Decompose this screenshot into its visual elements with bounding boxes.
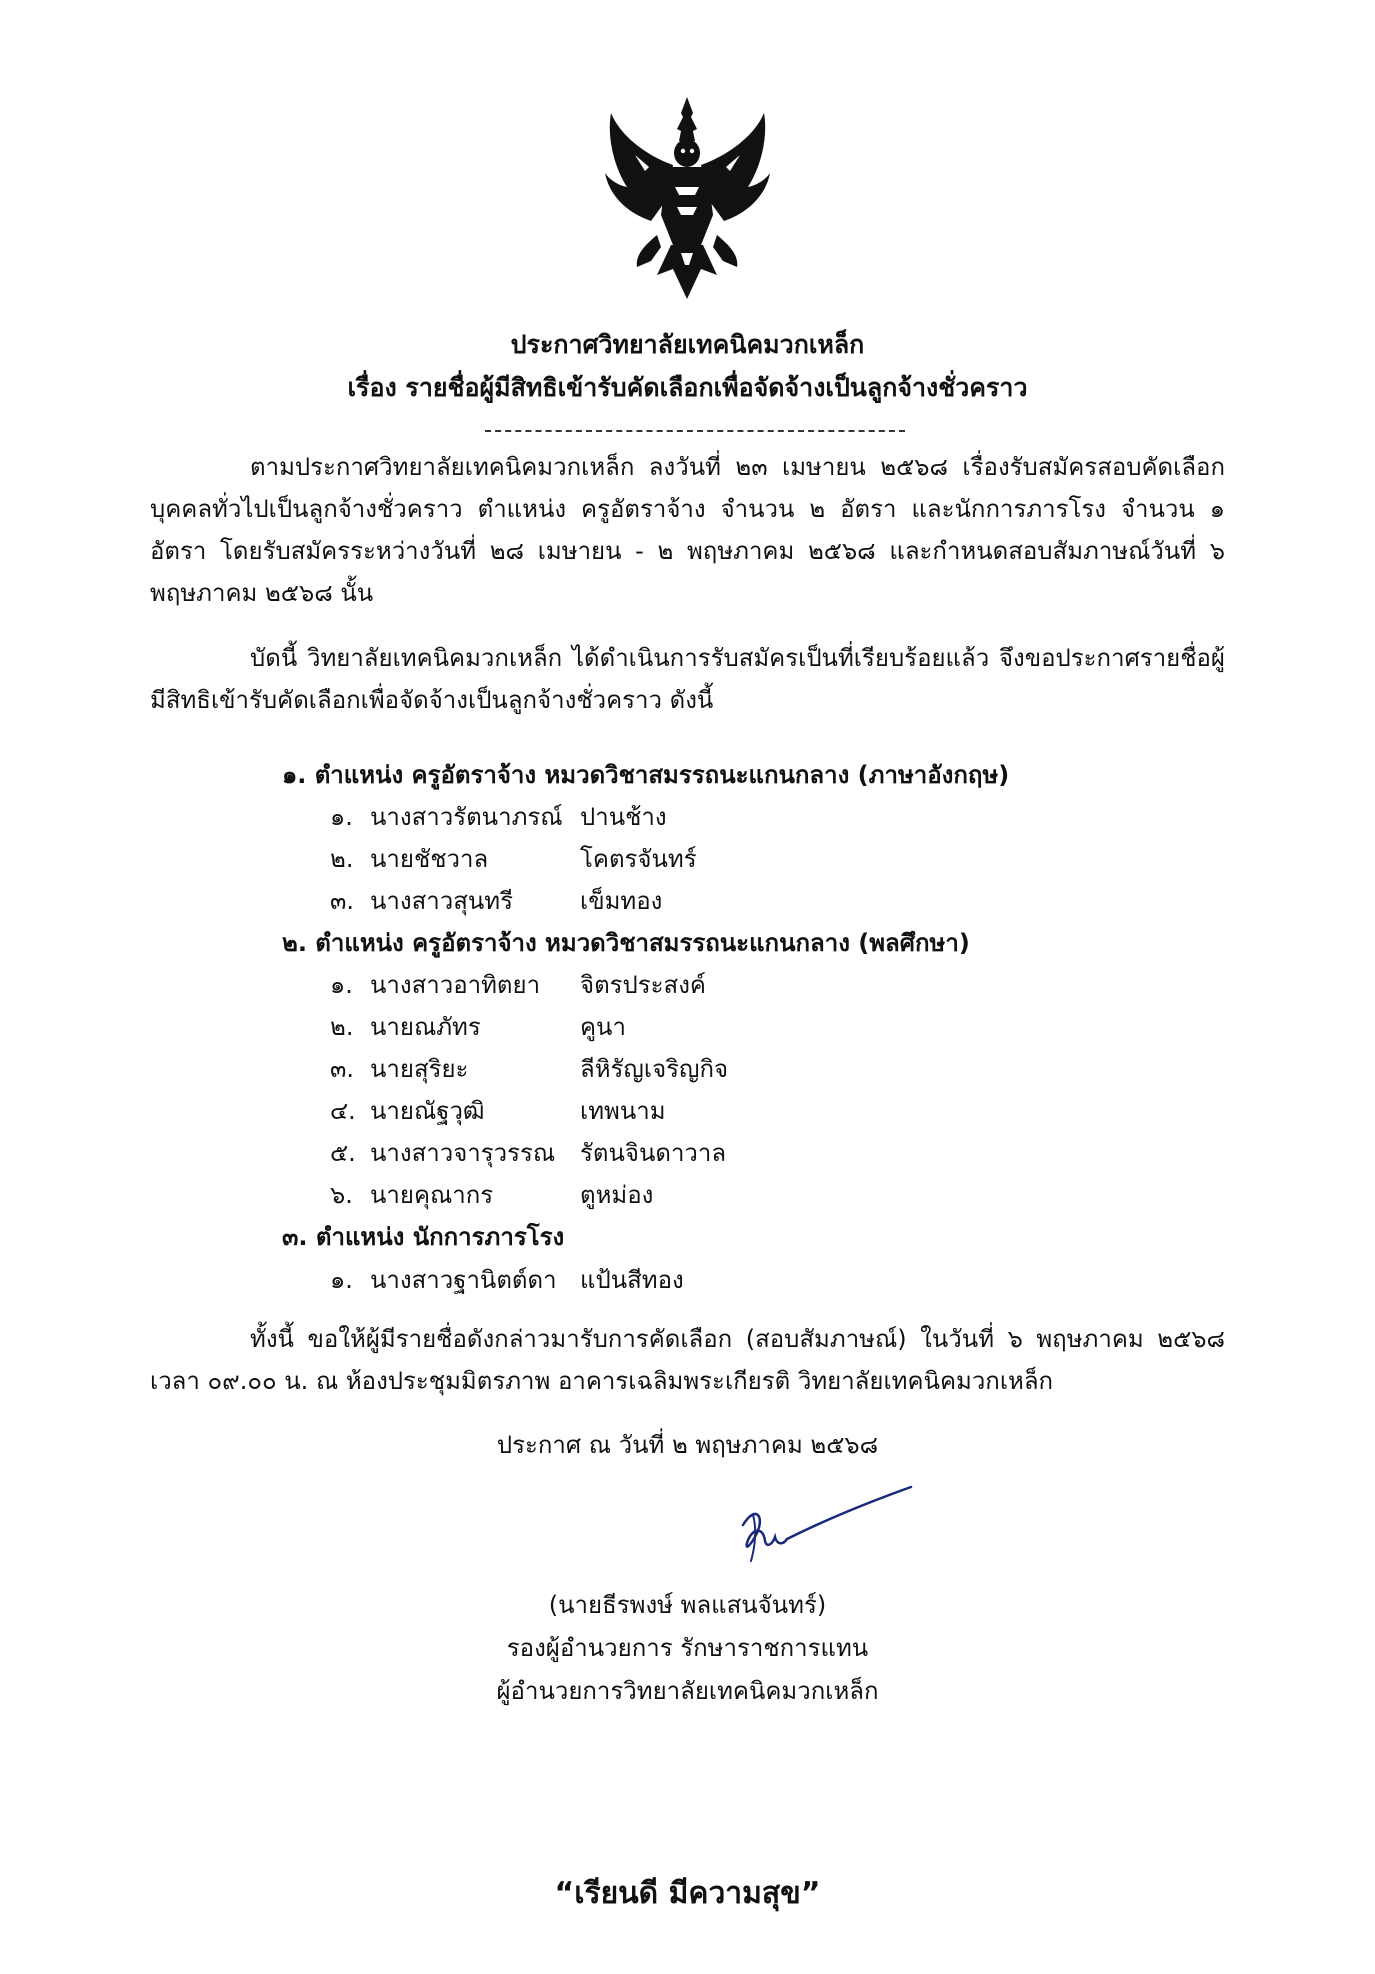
item-number: ๕. [330, 1139, 356, 1167]
title-divider [485, 430, 905, 432]
signatory-position: ผู้อำนวยการวิทยาลัยเทคนิคมวกเหล็ก [496, 1677, 879, 1705]
last-name: เทพนาม [580, 1097, 666, 1125]
signatory-name: (นายธีรพงษ์ พลแสนจันทร์) [548, 1591, 827, 1619]
first-name: นางสาวอาทิตยา [370, 971, 541, 999]
item-number: ๒. [330, 845, 354, 873]
last-name: ลีหิรัญเจริญกิจ [580, 1055, 729, 1083]
notice-paragraph [150, 637, 1225, 721]
first-name: นายสุริยะ [370, 1055, 469, 1083]
section-heading: ๑. ตำแหน่ง ครูอัตราจ้าง หมวดวิชาสมรรถนะแกนกลาง (ภาษาอังกฤษ) [282, 761, 1010, 789]
closing-text: ทั้งนี้ ขอให้ผู้มีรายชื่อดังกล่าวมารับการคัดเลือก (สอบสัมภาษณ์) ในวันที่ ๖ พฤษภาคม ๒๕๖๘ เวลา ๐๙.๐๐ น. ณ ห้องประชุมมิตรภาพ อาคารเฉลิมพระเกียรติ วิทยาลัยเทคนิคมวกเหล็ก [150, 1325, 1225, 1395]
item-number: ๓. [330, 1055, 355, 1083]
item-number: ๒. [330, 1013, 354, 1041]
last-name: คูนา [580, 1013, 626, 1041]
first-name: นางสาวฐานิตต์ดา [370, 1266, 557, 1294]
closing-paragraph [150, 1318, 1225, 1402]
announcement-title: ประกาศวิทยาลัยเทคนิคมวกเหล็ก [510, 330, 865, 359]
first-name: นางสาวรัตนาภรณ์ [370, 803, 563, 831]
item-number: ๑. [330, 1266, 353, 1294]
signatory-position: รองผู้อำนวยการ รักษาราชการแทน [506, 1634, 869, 1662]
last-name: ตูหม่อง [580, 1181, 654, 1209]
first-name: นางสาวสุนทรี [370, 887, 513, 915]
first-name: นางสาวจารุวรรณ [370, 1139, 556, 1167]
first-name: นายณัฐวุฒิ [370, 1097, 485, 1125]
section-heading: ๓. ตำแหน่ง นักการภารโรง [282, 1223, 565, 1251]
announcement-subject: เรื่อง รายชื่อผู้มีสิทธิเข้ารับคัดเลือกเพื่อจัดจ้างเป็นลูกจ้างชั่วคราว [347, 373, 1028, 402]
last-name: ปานช้าง [580, 803, 667, 831]
item-number: ๑. [330, 971, 353, 999]
item-number: ๔. [330, 1097, 356, 1125]
first-name: นายชัชวาล [370, 845, 489, 873]
section-heading: ๒. ตำแหน่ง ครูอัตราจ้าง หมวดวิชาสมรรถนะแกนกลาง (พลศึกษา) [282, 929, 970, 957]
first-name: นายคุณากร [370, 1181, 494, 1209]
intro-text: ตามประกาศวิทยาลัยเทคนิคมวกเหล็ก ลงวันที่ ๒๓ เมษายน ๒๕๖๘ เรื่องรับสมัครสอบคัดเลือกบุคคลทั่วไปเป็นลูกจ้างชั่วคราว ตำแหน่ง ครูอัตราจ้าง จำนวน ๒ อัตรา และนักการภารโรง จำนวน ๑ อัตรา โดยรับสมัครระหว่างวันที่ ๒๘ เมษายน - ๒ พฤษภาคม ๒๕๖๘ และกำหนดสอบสัมภาษณ์วันที่ ๖ พฤษภาคม ๒๕๖๘ นั้น [150, 453, 1225, 607]
intro-paragraph [150, 446, 1225, 614]
announcement-date: ประกาศ ณ วันที่ ๒ พฤษภาคม ๒๕๖๘ [496, 1431, 879, 1459]
item-number: ๓. [330, 887, 355, 915]
first-name: นายณภัทร [370, 1013, 481, 1041]
last-name: จิตรประสงค์ [580, 971, 706, 999]
last-name: เข็มทอง [580, 887, 663, 915]
signature-image [735, 1485, 915, 1575]
garuda-emblem-icon [605, 95, 770, 300]
notice-text: บัดนี้ วิทยาลัยเทคนิคมวกเหล็ก ได้ดำเนินการรับสมัครเป็นที่เรียบร้อยแล้ว จึงขอประกาศรายชื่อผู้มีสิทธิเข้ารับคัดเลือกเพื่อจัดจ้างเป็นลูกจ้างชั่วคราว ดังนี้ [150, 644, 1225, 714]
item-number: ๖. [330, 1181, 353, 1209]
school-motto: “เรียนดี มีความสุข” [554, 1876, 821, 1911]
last-name: แป้นสีทอง [580, 1266, 684, 1294]
last-name: รัตนจินดาวาล [580, 1139, 727, 1167]
item-number: ๑. [330, 803, 353, 831]
last-name: โคตรจันทร์ [580, 845, 697, 873]
